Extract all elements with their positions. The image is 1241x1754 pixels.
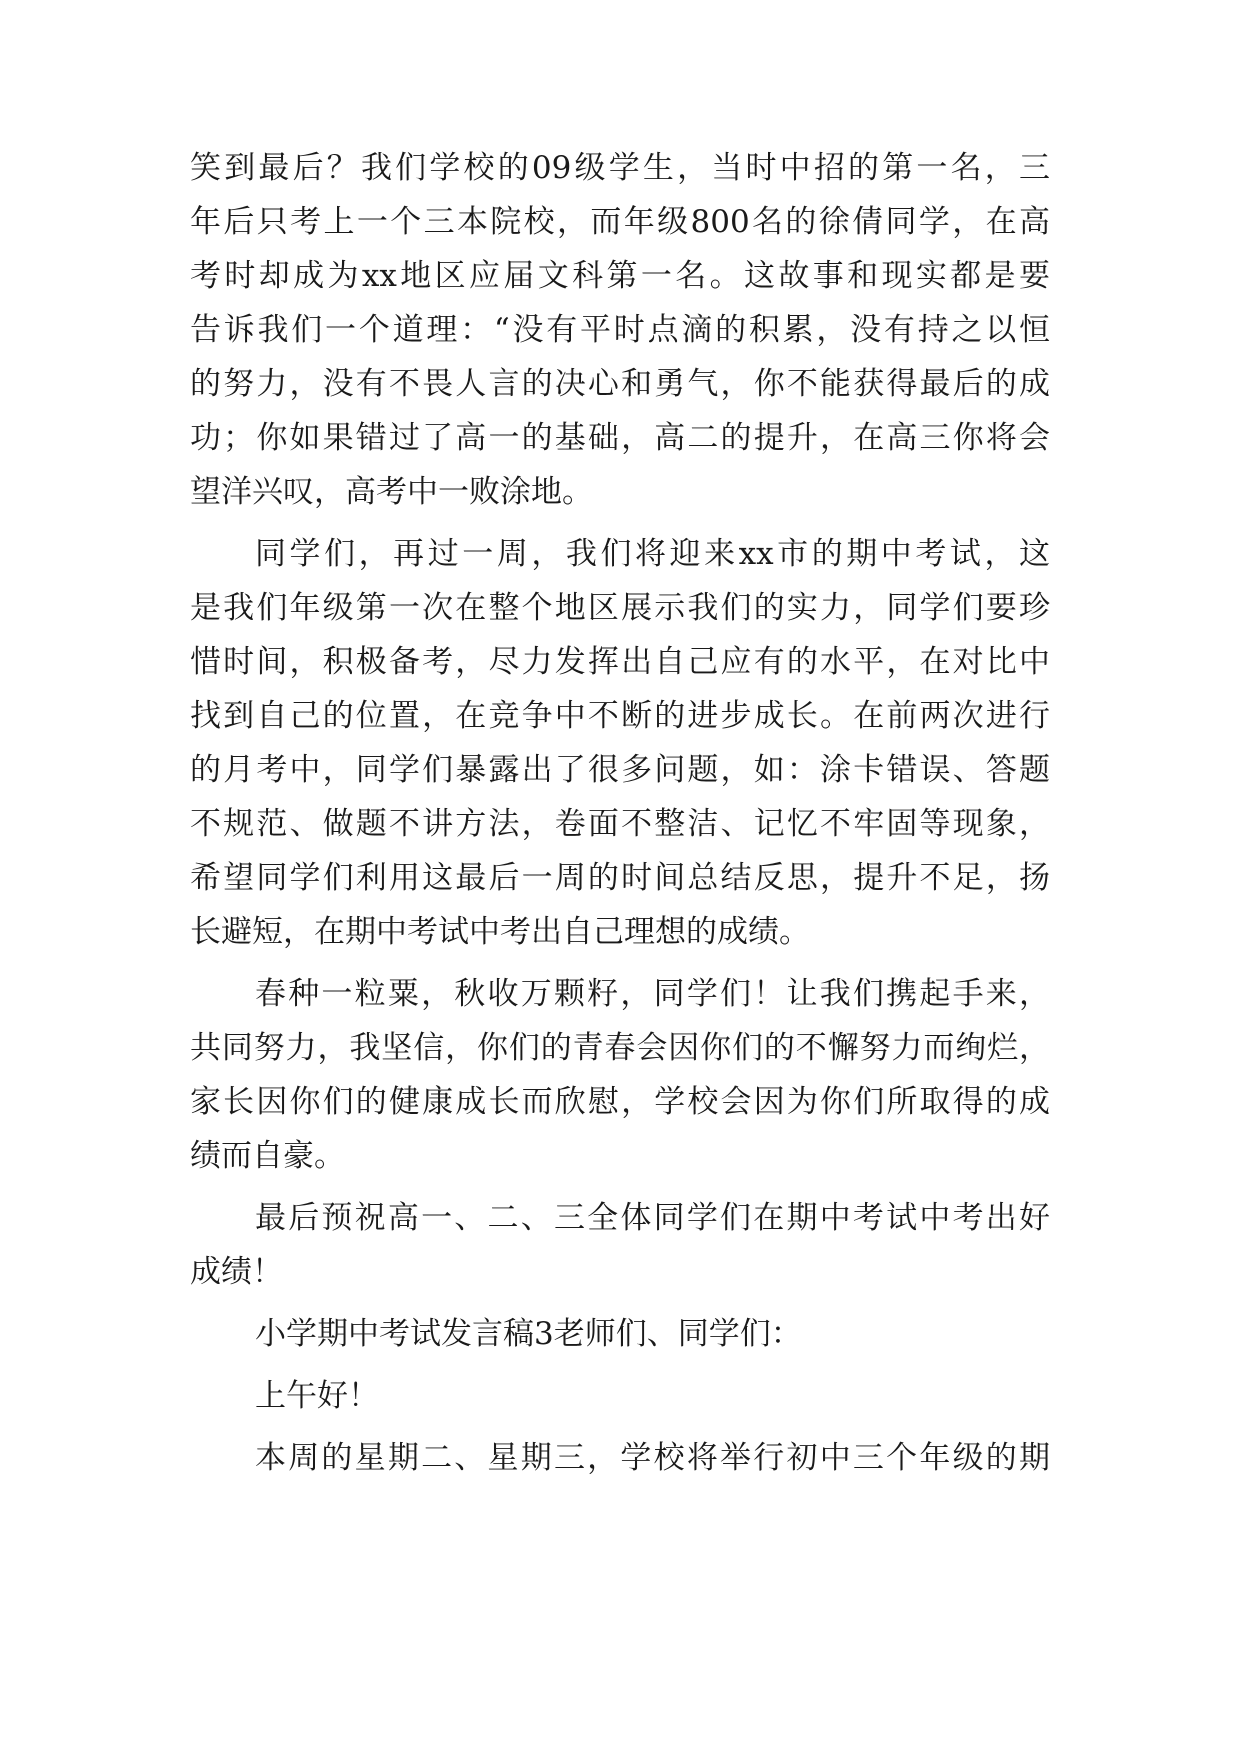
paragraph-start-line: 本周的星期二、星期三，学校将举行初中三个年级的期 [255,1440,1050,1476]
text-line: 长避短，在期中考试中考出自己理想的成绩。 [190,914,810,950]
text-line: 绩而自豪。 [190,1138,345,1174]
text-line: 的月考中，同学们暴露出了很多问题，如：涂卡错误、答题 [190,752,1050,788]
text-line: 成绩！ [190,1254,283,1290]
text-line: 惜时间，积极备考，尽力发挥出自己应有的水平，在对比中 [190,644,1050,680]
text-line: 望洋兴叹，高考中一败涂地。 [190,474,593,510]
text-line: 不规范、做题不讲方法，卷面不整洁、记忆不牢固等现象， [190,806,1050,842]
text-line: 年后只考上一个三本院校，而年级800名的徐倩同学，在高 [190,204,1050,240]
text-line: 是我们年级第一次在整个地区展示我们的实力，同学们要珍 [190,590,1050,626]
text-line: 的努力，没有不畏人言的决心和勇气，你不能获得最后的成 [190,366,1050,402]
section-title-line: 小学期中考试发言稿3老师们、同学们： [255,1316,802,1352]
paragraph-start-line: 同学们，再过一周，我们将迎来xx市的期中考试，这 [255,536,1050,572]
paragraph-start-line: 春种一粒粟，秋收万颗籽，同学们！让我们携起手来， [255,976,1050,1012]
text-line: 共同努力，我坚信，你们的青春会因你们的不懈努力而绚烂， [190,1030,1050,1066]
text-line: 笑到最后？我们学校的09级学生，当时中招的第一名，三 [190,150,1050,186]
paragraph-start-line: 最后预祝高一、二、三全体同学们在期中考试中考出好 [255,1200,1050,1236]
text-line: 功；你如果错过了高一的基础，高二的提升，在高三你将会 [190,420,1050,456]
text-line: 家长因你们的健康成长而欣慰，学校会因为你们所取得的成 [190,1084,1050,1120]
text-line: 希望同学们利用这最后一周的时间总结反思，提升不足，扬 [190,860,1050,896]
greeting-line: 上午好！ [255,1378,379,1414]
text-line: 找到自己的位置，在竞争中不断的进步成长。在前两次进行 [190,698,1050,734]
text-line: 告诉我们一个道理：“没有平时点滴的积累，没有持之以恒 [190,312,1050,348]
text-line: 考时却成为xx地区应届文科第一名。这故事和现实都是要 [190,258,1050,294]
